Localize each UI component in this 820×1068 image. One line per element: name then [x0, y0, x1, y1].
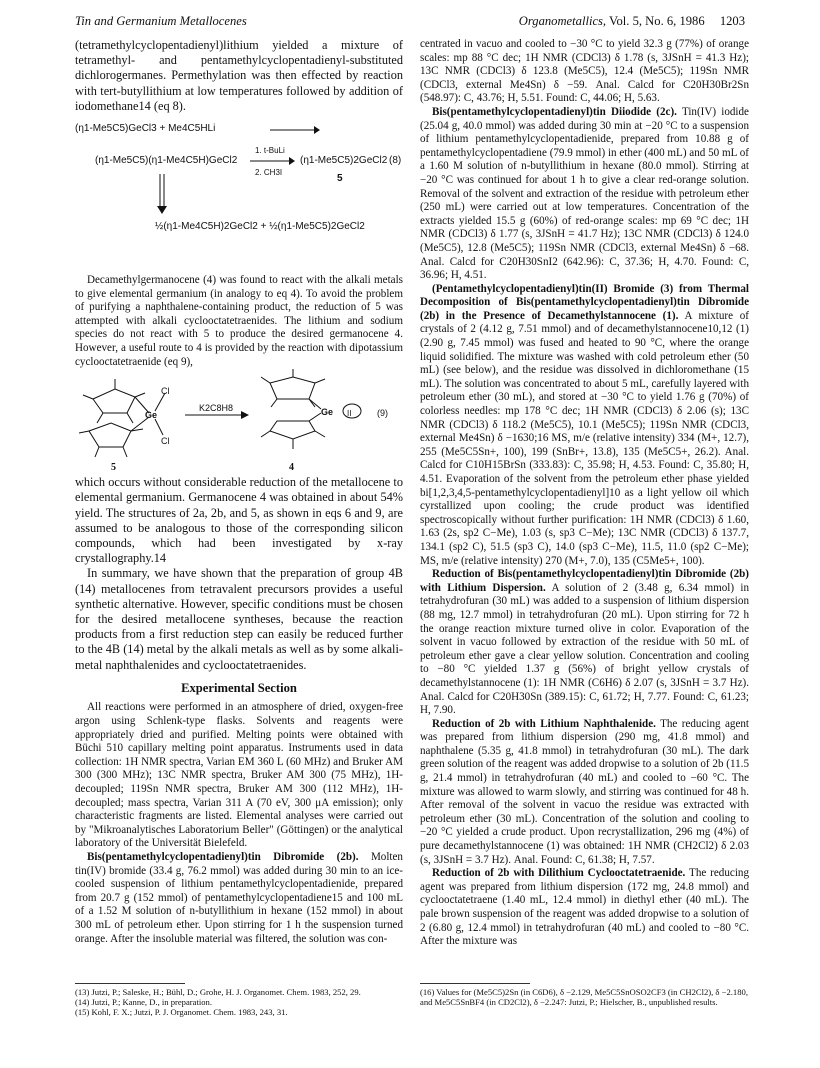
paragraph-reduction-cot: [420, 867, 749, 949]
paragraph-general-methods: All reactions were performed in an atmosphere of dried, oxygen-free argon using Schlenk-type flasks. Solvents and reagents were appropriately dried and purified. Melting points were obtained with Büchi 510 capillary melting point apparatus. Instruments used in data collection: 1H NMR spectra, Varian EM 360 L (60 MHz) and Bruker AM 300 (300 MHz); 13C NMR spectra, Bruker AM 300 (75 MHz), 1H-decoupled; 119Sn NMR spectra, Bruker AM 300 (112 MHz), 1H-decoupled; mass spectra, Varian 311 A (70 eV, 300 μA emission); only characteristic fragments are listed. Elemental analyses were carried out by "Mikroanalytisches Laboratorium Beller" (Göttingen) or the analytical laboratory of the Universität Bielefeld.: [75, 701, 403, 850]
reaction-arrow-icon: [250, 157, 295, 165]
ge-atom-left: Ge: [145, 410, 158, 421]
procedure-title-3: (Pentamethylcyclopentadienyl)tin(II) Bromide (3) from Thermal Decomposition of Bis(pentamethylcyclopentadienyl)tin Dibromide (2b) in the Presence of Decamethylstannocene (1).: [420, 282, 749, 322]
scheme-intermediate: (η1-Me5C5)(η1-Me4C5H)GeCl2: [95, 155, 238, 167]
footnotes-left: [75, 983, 403, 1018]
procedure-text-lithium: A solution of 2 (3.48 g, 6.34 mmol) in tetrahydrofuran (30 mL) was added to a suspension of lithium dispersion (88 mg, 12.7 mmol) in tetrahydrofuran (20 mL). Upon stirring for 72 h the orange reaction mixture turned olive in color. Evaporation of the solvent in vacuo followed by extraction of the residue with 50 mL of petroleum ether gave a clear yellow solution. Concentration and cooling to −80 °C yielded 1.37 g (56%) of bright yellow crystals of decamethylstannocene (1): 1H NMR (C6H6) δ 2.07 (s, 3JSnH = 3.7 Hz). Anal. Calcd for C20H30Sn (389.15): C, 61.72; H, 7.77. Found: C, 61.23; H, 7.90.: [420, 581, 749, 717]
reaction-scheme-eq9: [75, 369, 403, 461]
procedure-title-cot: Reduction of 2b with Dilithium Cyclooctatetraenide.: [432, 867, 686, 880]
footnote-13: (13) Jutzi, P.; Saleske, H.; Bühl, D.; Grohe, H. J. Organomet. Chem. 1983, 252, 29.: [75, 987, 361, 997]
footnote-rule: [75, 983, 185, 984]
scheme-product: (η1-Me5C5)2GeCl2: [300, 155, 388, 167]
label-compound-5: 5: [111, 462, 116, 474]
structure-labels: [75, 461, 403, 475]
double-down-arrow-icon: [157, 174, 167, 214]
footnote-14: (14) Jutzi, P.; Kanne, D., in preparation.: [75, 997, 212, 1008]
right-column: [420, 38, 749, 949]
paragraph-reduction-lithium: [420, 568, 749, 718]
procedure-title-lithium: Reduction of Bis(pentamethylcyclopentadienyl)tin Dibromide (2b) with Lithium Dispersion.: [420, 568, 749, 594]
scheme-reagent-bottom: 2. CH3I: [255, 168, 283, 178]
reaction-scheme-eq8: [75, 114, 403, 274]
scheme-reagent-top: 1. t-BuLi: [255, 146, 285, 156]
scheme-eq-number: (8): [389, 155, 402, 167]
ge-oxidation-state: II: [347, 409, 352, 419]
procedure-title-2c: Bis(pentamethylcyclopentadienyl)tin Diiodide (2c).: [432, 105, 677, 118]
paragraph-germanocene: Decamethylgermanocene (4) was found to react with the alkali metals to give elemental germanium (in analogy to eq 4). To avoid the problem of purifying a naphthalene-containing product, the reduction of 5 was attempted with alkali cyclooctatetraenides. The lithium and sodium species do not react with 5 to produce the desired germanocene 4. However, a useful route to 4 is provided by the reaction with dipotassium cyclooctatetraenide (eq 9),: [75, 274, 403, 368]
ge-atom-right: Ge: [321, 407, 334, 418]
procedure-title-2b: Bis(pentamethylcyclopentadienyl)tin Dibromide (2b).: [87, 850, 359, 863]
paragraph-continuation: centrated in vacuo and cooled to −30 °C to yield 32.3 g (77%) of orange scales: mp 88 °C dec; 1H NMR (CDCl3) δ 1.78 (s, 3JSnH = 41.3 Hz); 13C NMR (CDCl3) δ 123.8 (Me5C5), 12.4 (Me5C5); 119Sn NMR (CDCl3, external Me4Sn) δ −59. Anal. Calcd for C20H30Br2Sn (548.97): C, 43.76; H, 5.51. Found: C, 44.06; H, 5.63.: [420, 38, 749, 105]
running-header: [75, 14, 745, 32]
cl-atom-bottom: Cl: [161, 436, 170, 447]
paragraph-summary: In summary, we have shown that the preparation of group 4B (14) metallocenes from tetravalent precursors provides a useful synthetic alternative. However, specific conditions must be chosen for the desired metallocene syntheses, because the reaction products from a first reduction step can easily be reduced further to the 4B (14) metal by the alkali metals as well as by some alkali-metal naphthalenides and cyclooctatetraenides.: [75, 566, 403, 672]
intro-paragraph: (tetramethylcyclopentadienyl)lithium yielded a mixture of tetramethyl- and pentamethylcyclopentadienyl-substituted dichlorogermanes. Permethylation was then effected by reaction with tert-butyllithium at low temperatures followed by addition of iodomethane14 (eq 8).: [75, 38, 403, 113]
procedure-text-2c: Tin(IV) iodide (25.04 g, 40.0 mmol) was added during 30 min at −20 °C to a suspension of lithium pentamethylcyclopentadienide, prepared from 10.88 g of pentamethylcyclopentadiene (79.9 mmol) in ether (400 mL) and 50 mL of a 1.60 M solution of n-butyllithium in hexane (80.0 mmol). Stirring at −20 °C was continued for about 1 h to give a clear red-orange solution. Removal of the solvent and extraction of the residue with petroleum ether (250 mL) were carried out at low temperatures. Concentration of the extracts yielded 15.5 g (60%) of red-orange scales: mp 69 °C dec; 1H NMR (CDCl3) δ 1.77 (s, 3JSnH = 41.7 Hz); 13C NMR (CDCl3) δ 124.0 (Me5C5), 12.8 (Me5C5); 119Sn NMR (CDCl3, external Me4Sn) δ −68. Anal. Calcd for C20H30SnI2 (642.96): C, 37.36; H, 4.70. Found: C, 36.96; H, 4.51.: [420, 105, 749, 282]
header-journal-info: [519, 14, 745, 29]
footnote-rule: [420, 983, 530, 984]
volume-info: Vol. 5, No. 6, 1986: [609, 14, 705, 28]
eq9-number: (9): [377, 408, 388, 419]
paragraph-procedure-2b: [75, 851, 403, 946]
scheme-reactants: (η1-Me5C5)GeCl3 + Me4C5HLi: [75, 123, 216, 135]
footnote-16: (16) Values for (Me5C5)2Sn (in C6D6), δ −2.129, Me5C5SnOSO2CF3 (in CH2Cl2), δ −2.180, and Me5C5SnBF4 (in CD2Cl2), δ −2.247: Jutzi, P.; Hielscher, B., unpublished results.: [420, 987, 748, 1008]
scheme-compound-label: 5: [337, 173, 343, 185]
paragraph-structures: which occurs without considerable reduction of the metallocene to elemental germanium. Germanocene 4 was obtained in about 54% yield. The structures of 2a, 2b, and 5, as shown in eqs 6 and 9, are assumed to be analogous to those of the corresponding silicon compounds, which had been investigated by x-ray crystallography.14: [75, 475, 403, 566]
eq9-reagent: K2C8H8: [199, 403, 234, 414]
journal-name: Organometallics,: [518, 14, 607, 28]
scheme-byproducts: ½(η1-Me4C5H)2GeCl2 + ½(η1-Me5C5)2GeCl2: [155, 221, 365, 233]
structure-drawing: [75, 369, 403, 461]
procedure-text-2b: Molten tin(IV) bromide (33.4 g, 76.2 mmol) was added during 30 min to an ice-cooled suspension of lithium pentamethylcyclopentadienide, prepared from 20.7 g (152 mmol) of pentamethylcyclopentadiene15 and 100 mL of a 1.52 M solution of n-butyllithium in hexane (152 mmol) in about 300 mL of petroleum ether. Upon stirring for 1 h the suspension turned orange. After the insoluble material was filtered, the solution was con-: [75, 850, 403, 945]
label-compound-4: 4: [289, 462, 294, 474]
reaction-arrow-icon: [270, 126, 320, 134]
procedure-text-cot: The reducing agent was prepared from lithium dispersion (172 mg, 24.8 mmol) and cyclooctatetraene (1.40 mL, 12.4 mmol) in diethyl ether (40 mL). The pale brown suspension of the reagent was added dropwise to a solution of 2 (6.80 g, 12.4 mmol) in tetrahydrofuran (40 mL) and cooled to −80 °C. After the mixture was: [420, 867, 749, 948]
page-number: 1203: [719, 14, 745, 28]
left-column: [75, 38, 403, 946]
paragraph-reduction-naphthalenide: [420, 718, 749, 868]
header-title: Tin and Germanium Metallocenes: [75, 14, 247, 28]
procedure-text-3: A mixture of crystals of 2 (4.12 g, 7.51 mmol) and of decamethylstannocene10,12 (1) (2.90 g, 7.45 mmol) was fused and heated to 90 °C, where the orange liquid solidified. The mixture was washed with cold petroleum ether (50 mL) (see below), and the residue was dissolved in dichloromethane (15 mL). The solution was concentrated to about 5 mL, carefully layered with petroleum ether (30 mL), and stored at −30 °C to yield 1.76 g (70%) of colorless needles: mp 178 °C dec; 1H NMR (CDCl3) δ 2.06 (s); 13C NMR (CDCl3) δ 118.2 (Me5C5), 10.1 (Me5C5); 119Sn NMR (CDCl3, external Me4Sn) δ −1630;16 MS, m/e (relative intensity) 334 (M+, 12.7), 255 (Me5C5Sn+, 100), 199 (SnBr+, 13.8), 135 (Me5C5+, 26.2). Anal. Calcd for C10H15BrSn (333.83): C, 35.98; H, 4.53. Found: C, 35.80; H, 4.51. Evaporation of the solvent from the petroleum ether phase yielded bi[1,2,3,4,5-pentamethylcyclopentadienyl]10 as a light yellow oil which cyrstallized upon cooling; the crude product was identified spectroscopically without further purification: 1H NMR (CDCl3) δ 1.60, 1.63 (2s, sp2 C−Me), 1.03 (s, sp3 C−Me); 13C NMR (CDCl3) δ 137.7, 134.1 (sp2 C), 51.5 (sp3 C), 14.0 (sp3 C−Me), 11.5, 11.0 (sp2 C−Me); MS, m/e (relative intensity) 270 (M+, 7.0), 135 (C5Me5+, 100).: [420, 309, 749, 567]
footnotes-right: [420, 983, 749, 1007]
procedure-title-naphthalenide: Reduction of 2b with Lithium Naphthalenide.: [432, 717, 656, 730]
procedure-text-naphthalenide: The reducing agent was prepared from lithium dispersion (290 mg, 41.8 mmol) and naphthalene (5.35 g, 41.8 mmol) in tetrahydrofuran (30 mL). The dark green solution of the reagent was added dropwise to a solution of 2b (11.5 g, 21.4 mmol) in tetrahydrofuran (40 mL) and cooled to −60 °C. The mixture was allowed to warm slowly, and stirring was continued for 48 h. After removal of the solvent in vacuo the residue was extracted with petroleum ether (30 mL). Concentration of the solution and cooling to −20 °C yielded a crude product. Upon recrystallization, 296 mg (4%) of pure decamethylstannocene (1) was obtained: 1H NMR (CH2Cl2) δ 2.03 (s, 3JSnH = 3.7 Hz). Anal. Found: C, 61.38; H, 7.57.: [420, 717, 749, 866]
section-heading: Experimental Section: [181, 680, 297, 695]
paragraph-procedure-2c: [420, 106, 749, 283]
paragraph-procedure-3: [420, 283, 749, 568]
footnote-15: (15) Kohl, F. X.; Jutzi, P. J. Organomet. Chem. 1983, 243, 31.: [75, 1007, 288, 1018]
cl-atom-top: Cl: [161, 386, 170, 397]
right-structure: [261, 369, 361, 449]
